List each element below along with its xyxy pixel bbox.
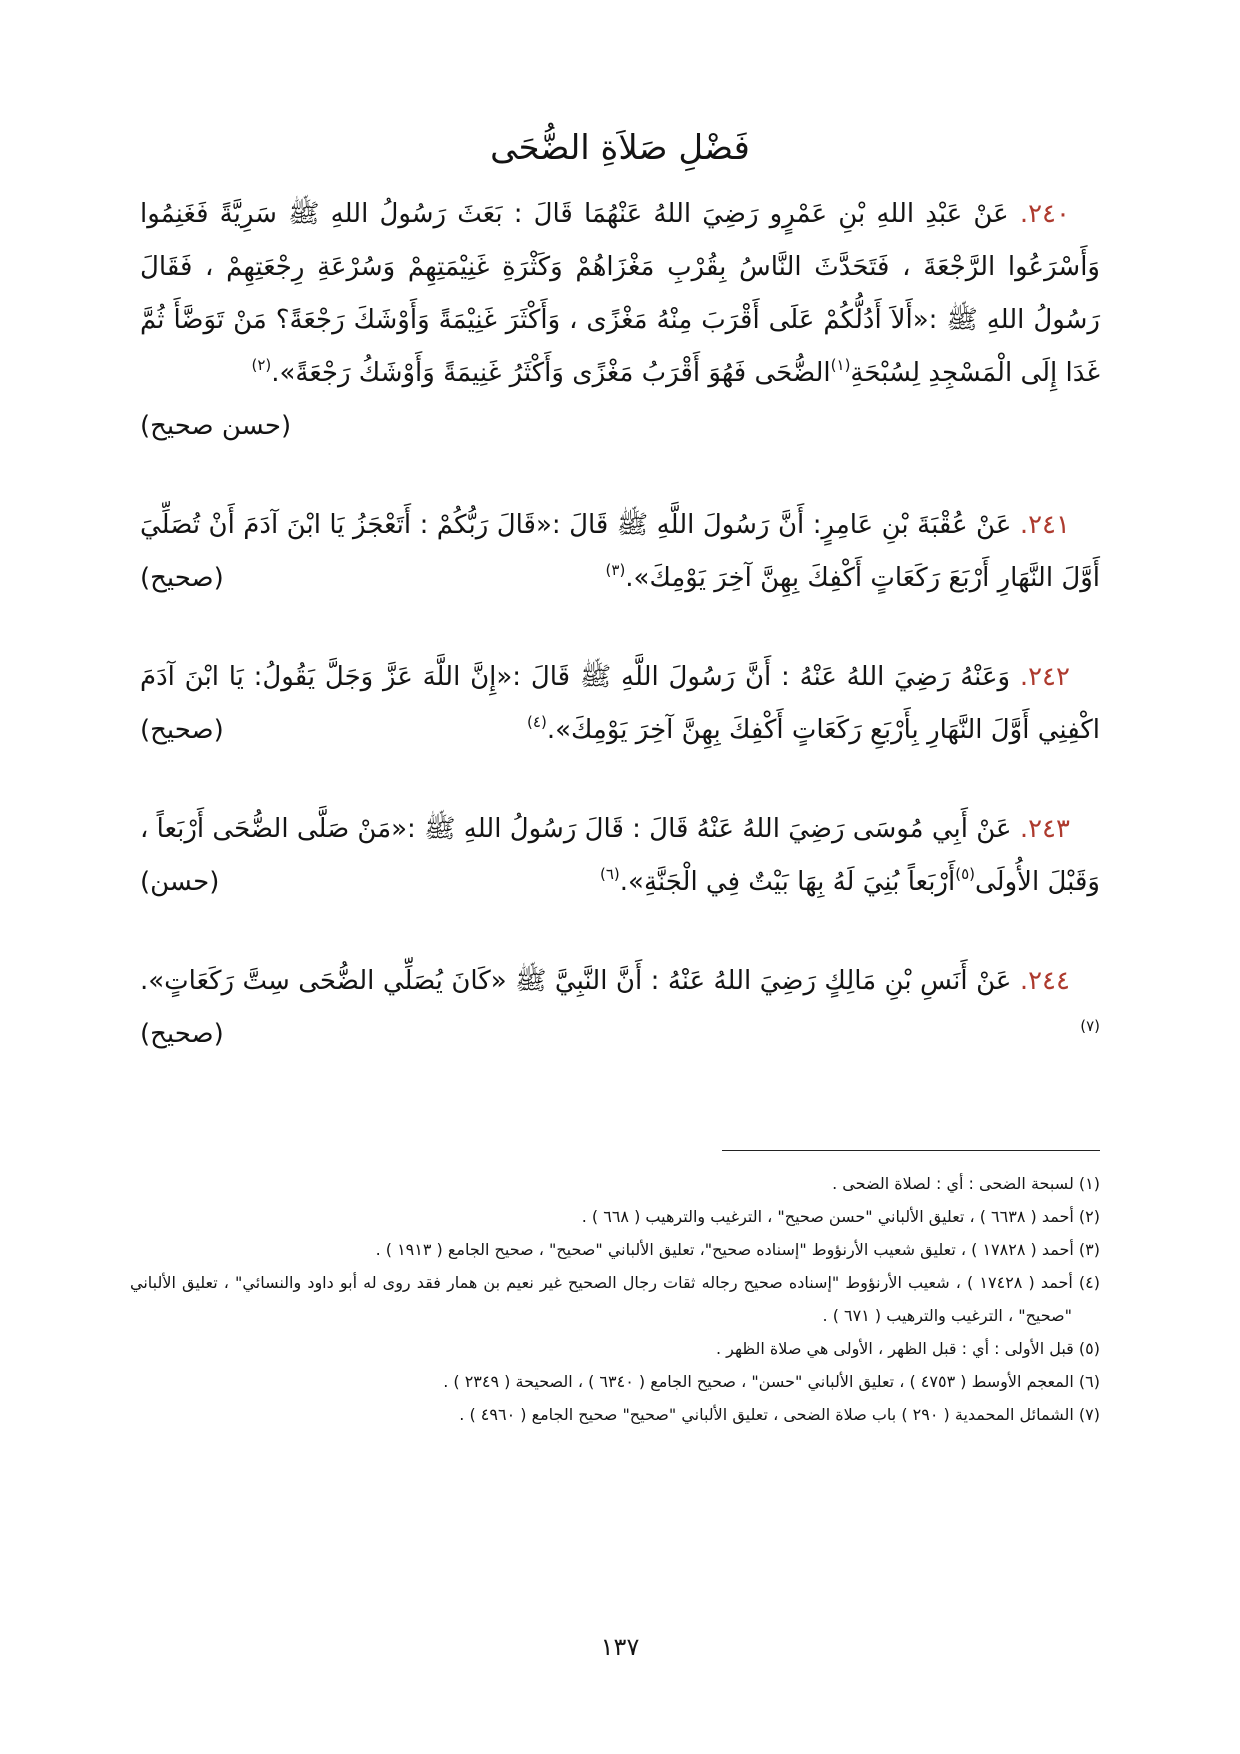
- footnote: (٧) الشمائل المحمدية ( ٢٩٠ ) باب صلاة الضحى ، تعليق الألباني "صحيح" صحيح الجامع ( ٤٩٦٠ ) .: [459, 1405, 1100, 1424]
- hadith-list: [140, 188, 1100, 1128]
- footnote-ref[interactable]: (٦): [600, 865, 620, 883]
- footnote-ref[interactable]: (٤): [527, 713, 547, 731]
- page-number: ١٣٧: [600, 1633, 640, 1661]
- hadith-240: [140, 188, 1100, 453]
- footnote: (٣) أحمد ( ١٧٨٢٨ ) ، تعليق شعيب الأرنؤوط "إسناده صحيح"، تعليق الألباني "صحيح" ، صحيح الجامع ( ١٩١٣ ) .: [375, 1240, 1100, 1259]
- page-content: [130, 188, 1101, 1431]
- footnote-ref[interactable]: (١): [830, 356, 851, 374]
- hadith-text: عَنْ عَبْدِ اللهِ بْنِ عَمْرٍو رَضِيَ اللهُ عَنْهُمَا قَالَ : بَعَثَ رَسُولُ اللهِ ﷺ سَرِيَّةً فَغَنِمُوا وَأَسْرَعُوا الرَّجْعَةَ ، فَتَحَدَّثَ النَّاسُ بِقُرْبِ مَغْزَاهُمْ وَكَثْرَةِ غَنِيْمَتِهِمْ وَسُرْعَةِ رِجْعَتِهِمْ ، فَقَالَ رَسُولُ اللهِ ﷺ :«أَلاَ أَدُلُّكُمْ عَلَى أَقْرَبَ مِنْهُ مَغْزًى ، وَأَكْثَرَ غَنِيْمَةً وَأَوْشَكَ رَجْعَةً؟ مَنْ تَوَضَّأَ ثُمَّ غَدَا إِلَى الْمَسْجِدِ لِسُبْحَةِ: [140, 199, 1100, 388]
- footnote-ref[interactable]: (٣): [605, 561, 626, 579]
- hadith-grade: (حسن صحيح): [140, 411, 292, 441]
- hadith-grade: (صحيح): [140, 715, 224, 745]
- hadith-grade: (صحيح): [140, 563, 224, 593]
- hadith-text: عَنْ أَبِي مُوسَى رَضِيَ اللهُ عَنْهُ قَالَ : قَالَ رَسُولُ اللهِ ﷺ :«مَنْ صَلَّى الضُّحَى أَرْبَعاً ، وَقَبْلَ الأُولَى: [140, 814, 1100, 897]
- footnote-separator: [722, 1150, 1100, 1151]
- hadith-number: ٢٤٢.: [1019, 662, 1070, 692]
- footnote: (٦) المعجم الأوسط ( ٤٧٥٣ ) ، تعليق الألباني "حسن" ، صحيح الجامع ( ٦٣٤٠ ) ، الصحيحة ( ٢٣٤٩ ) .: [443, 1372, 1100, 1391]
- footnotes: [130, 1150, 1100, 1431]
- footnote: (١) لسبحة الضحى : أي : لصلاة الضحى .: [832, 1174, 1100, 1193]
- hadith-text: وَعَنْهُ رَضِيَ اللهُ عَنْهُ : أَنَّ رَسُولَ اللَّهِ ﷺ قَالَ :«إِنَّ اللَّهَ عَزَّ وَجَلَّ يَقُولُ: يَا ابْنَ آدَمَ اكْفِنِي أَوَّلَ النَّهَارِ بِأَرْبَعِ رَكَعَاتٍ أَكْفِكَ بِهِنَّ آخِرَ يَوْمِكَ».: [140, 662, 1100, 745]
- hadith-text: أَرْبَعاً بُنِيَ لَهُ بِهَا بَيْتٌ فِي الْجَنَّةِ».: [619, 867, 956, 897]
- footnote: (٥) قبل الأولى : أي : قبل الظهر ، الأولى هي صلاة الظهر .: [716, 1339, 1100, 1358]
- hadith-number: ٢٤١.: [1019, 510, 1070, 540]
- hadith-241: [140, 499, 1100, 605]
- footnote: (٤) أحمد ( ١٧٤٢٨ ) ، شعيب الأرنؤوط "إسناده صحيح رجاله ثقات رجال الصحيح غير نعيم بن همار فقد روى له أبو داود والنسائي" ، تعليق الألباني "صحيح" ، الترغيب والترهيب ( ٦٧١ ) .: [130, 1273, 1101, 1325]
- hadith-244: [140, 955, 1100, 1061]
- footnote-ref[interactable]: (٧): [1080, 1017, 1100, 1035]
- hadith-grade: (صحيح): [140, 1019, 224, 1049]
- hadith-text: عَنْ أَنَسِ بْنِ مَالِكٍ رَضِيَ اللهُ عَنْهُ : أَنَّ النَّبِيَّ ﷺ «كَانَ يُصَلِّي الضُّحَى سِتَّ رَكَعَاتٍ».: [140, 966, 1012, 996]
- hadith-grade: (حسن): [140, 867, 220, 897]
- hadith-text: عَنْ عُقْبَةَ بْنِ عَامِرٍ: أَنَّ رَسُولَ اللَّهِ ﷺ قَالَ :«قَالَ رَبُّكُمْ : أَتَعْجَزُ يَا ابْنَ آدَمَ أَنْ تُصَلِّيَ أَوَّلَ النَّهَارِ أَرْبَعَ رَكَعَاتٍ أَكْفِكَ بِهِنَّ آخِرَ يَوْمِكَ».: [140, 510, 1100, 593]
- page-title: فَضْلِ صَلاَةِ الضُّحَى: [490, 128, 750, 168]
- hadith-text: الضُّحَى فَهُوَ أَقْرَبُ مَغْزًى وَأَكْثَرُ غَنِيمَةً وَأَوْشَكُ رَجْعَةً».: [271, 358, 831, 388]
- footnote-ref[interactable]: (٥): [955, 865, 975, 883]
- hadith-number: ٢٤٣.: [1019, 814, 1070, 844]
- footnote-ref[interactable]: (٢): [251, 356, 272, 374]
- footnote: (٢) أحمد ( ٦٦٣٨ ) ، تعليق الألباني "حسن صحيح" ، الترغيب والترهيب ( ٦٦٨ ) .: [581, 1207, 1100, 1226]
- hadith-number: ٢٤٤.: [1019, 966, 1070, 996]
- hadith-243: [140, 803, 1100, 909]
- hadith-number: ٢٤٠.: [1019, 199, 1070, 229]
- hadith-242: [140, 651, 1100, 757]
